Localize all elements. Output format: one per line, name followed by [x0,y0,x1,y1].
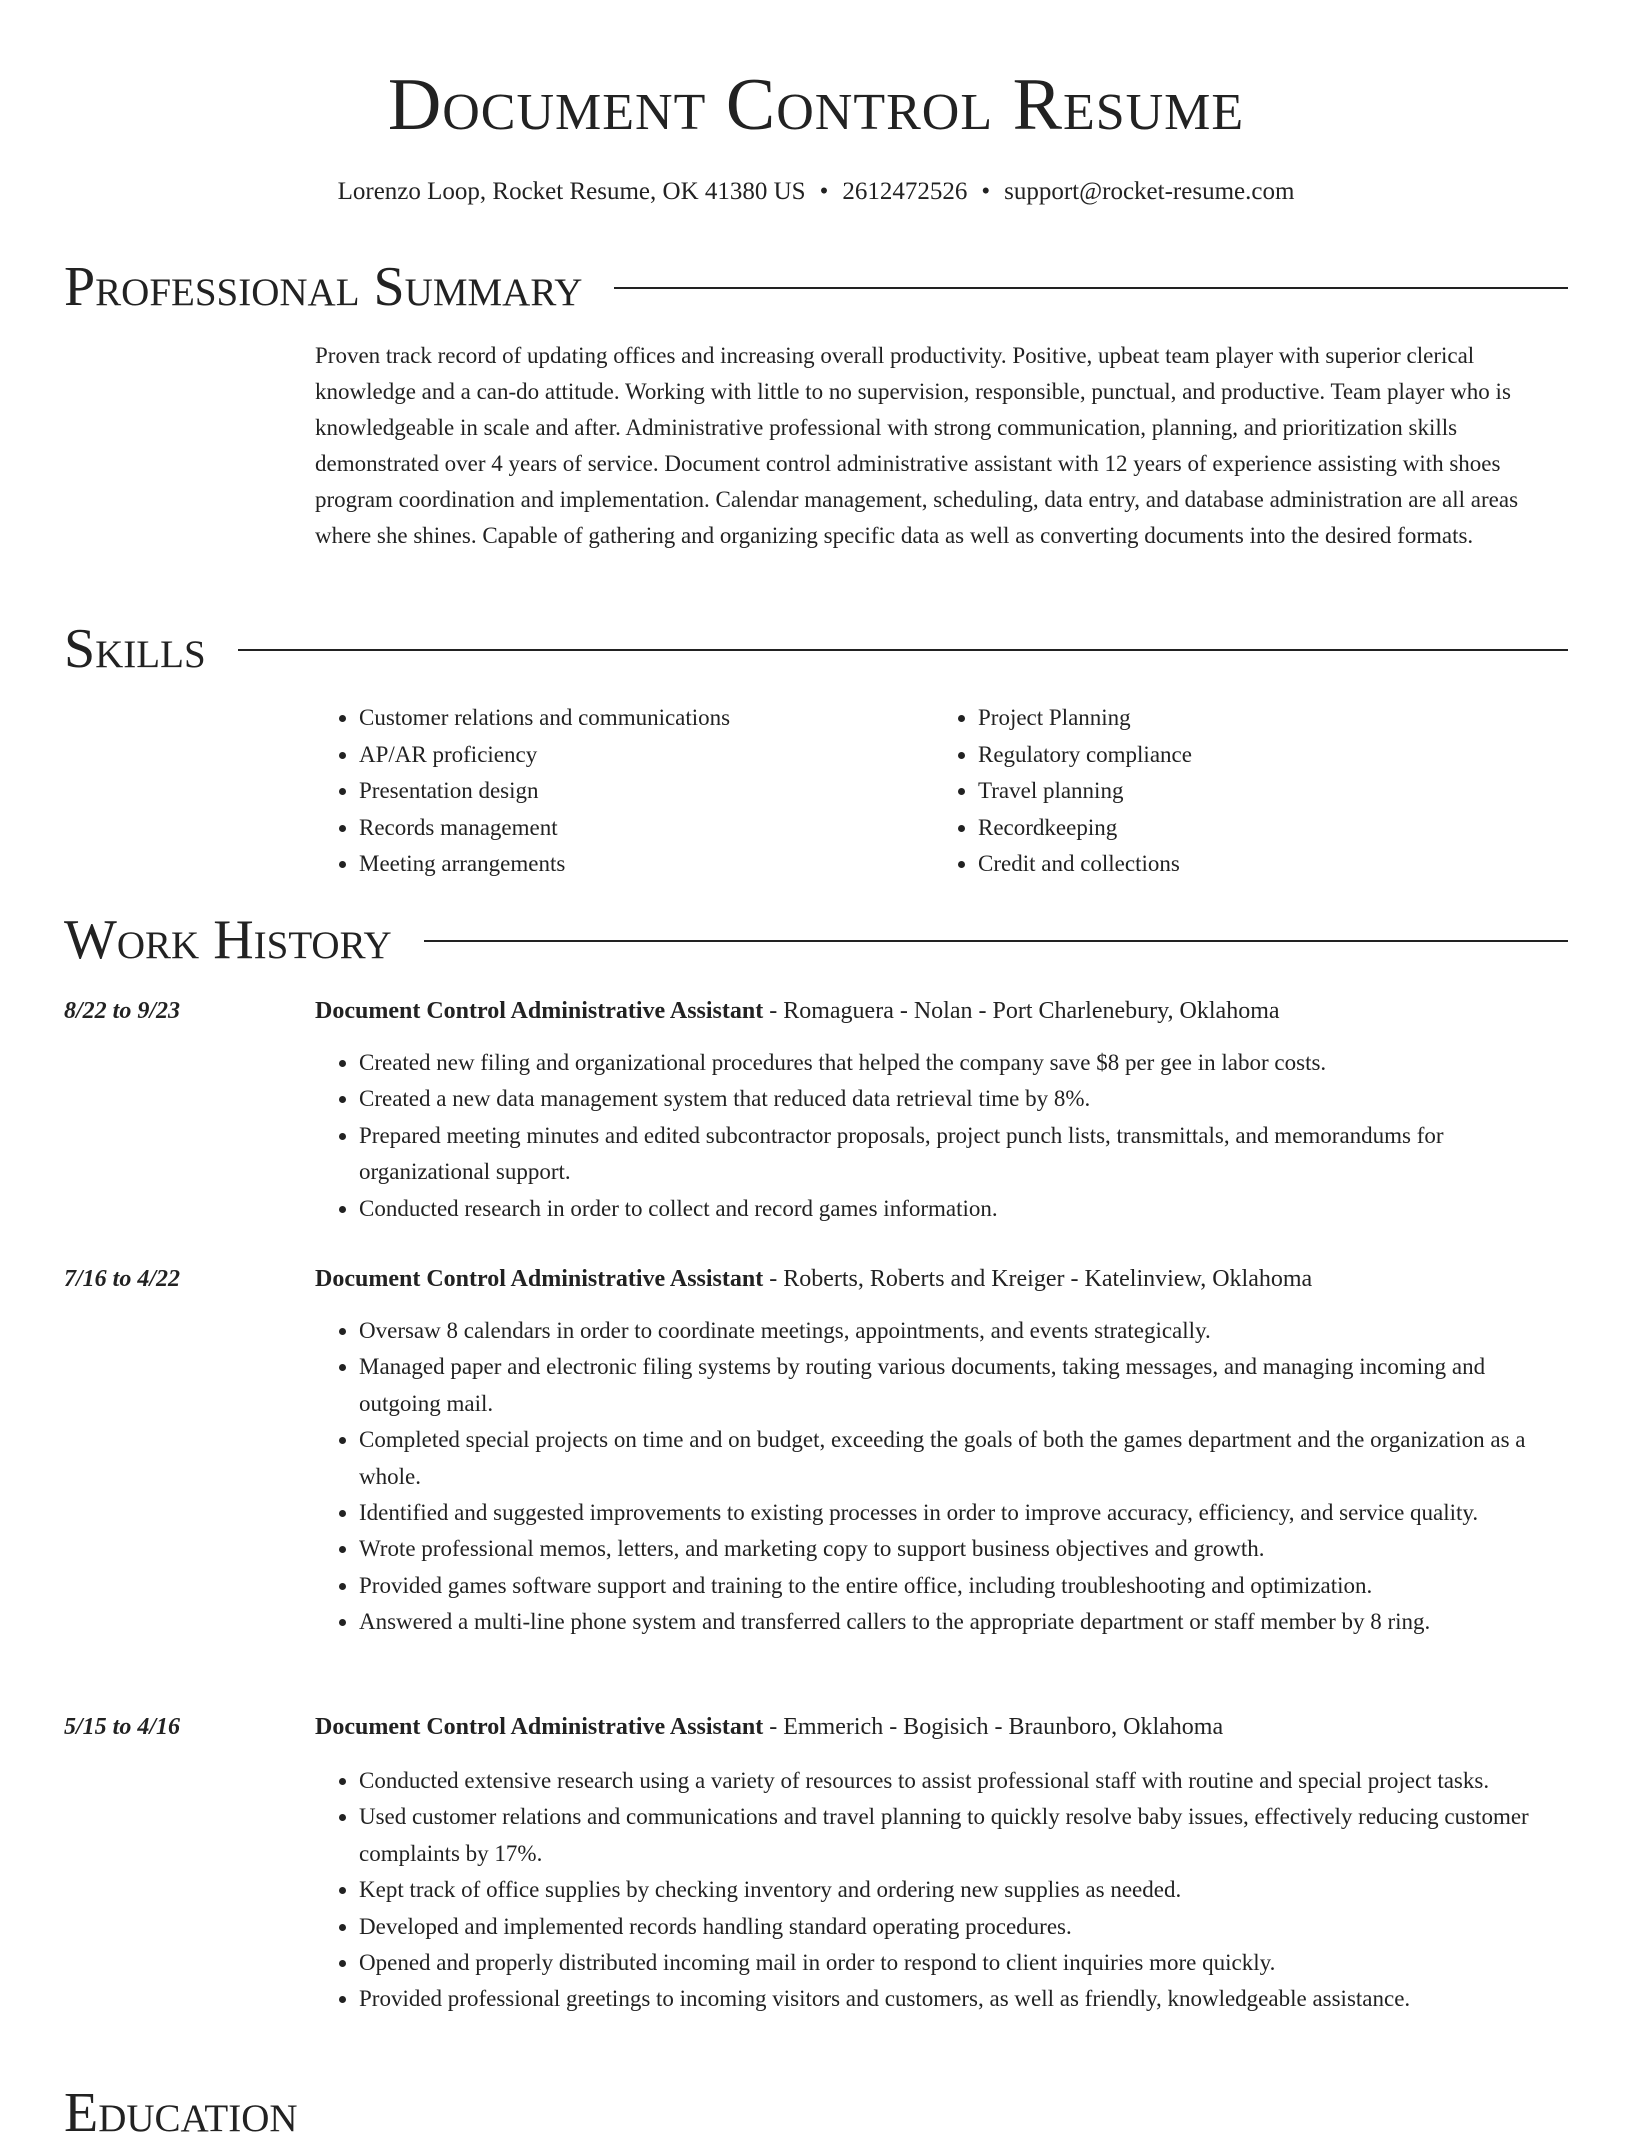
job-company: - Emmerich - Bogisich - Braunboro, Oklahoma [763,1714,1224,1740]
job-header [315,1709,1565,1745]
job-bullet: • Identified and suggested improvements to existing processes in order to improve accuracy, efficiency, and service quality. [359,1495,1565,1531]
contact-phone: 2612472526 [842,178,968,205]
contact-separator: • [819,178,829,205]
job-bullet: • Conducted research in order to collect and record games information. [359,1191,1565,1227]
contact-address: Lorenzo Loop, Rocket Resume, OK 41380 US [337,178,806,205]
work-section-heading [64,907,1568,973]
job-bullets [315,1045,1565,1227]
document-title: Document Control Resume [387,64,1245,146]
job-bullet: • Created a new data management system that reduced data retrieval time by 8%. [359,1081,1565,1117]
job-company: - Roberts, Roberts and Kreiger - Katelinview, Oklahoma [763,1266,1313,1292]
summary-text: Proven track record of updating offices and increasing overall productivity. Positive, upbeat team player with superior clerical knowledge and a can-do attitude. Working with little to no supervision, responsible, punctual, and productive. Team player who is knowledgeable in scale and after. Administrative professional with strong communication, planning, and prioritization skills demonstrated over 4 years of service. Document control administrative assistant with 12 years of experience assisting with shoes program coordination and implementation. Calendar management, scheduling, data entry, and database administration are all areas where she shines. Capable of gathering and organizing specific data as well as converting documents into the desired formats. [315,343,1519,548]
skill-item: • Travel planning [978,773,1553,810]
job-bullet: • Developed and implemented records handling standard operating procedures. [359,1909,1565,1945]
skill-item: • Credit and collections [978,846,1553,883]
contact-separator: • [981,178,991,205]
education-title: Education [64,2082,298,2144]
job-bullet: • Created new filing and organizational procedures that helped the company save $8 per gee in labor costs. [359,1045,1565,1081]
skill-item: • Customer relations and communications [359,700,934,737]
section-divider [238,649,1568,651]
job-role: Document Control Administrative Assistant [315,1266,764,1292]
job-dates: 5/15 to 4/16 [64,1714,181,1740]
skills-column-left [315,700,934,883]
job-bullet: • Kept track of office supplies by checking inventory and ordering new supplies as needed. [359,1872,1565,1908]
skill-item: • Recordkeeping [978,810,1553,847]
skill-item: • Project Planning [978,700,1553,737]
skill-item: • Regulatory compliance [978,737,1553,774]
job-bullets [315,1313,1565,1641]
job-bullet: • Wrote professional memos, letters, and marketing copy to support business objectives and growth. [359,1531,1565,1567]
job-header [315,1261,1565,1297]
skill-item: • Records management [359,810,934,847]
skills-section-heading [64,616,1568,682]
skills-title: Skills [64,618,206,680]
job-company: - Romaguera - Nolan - Port Charlenebury, Oklahoma [763,998,1280,1024]
job-bullet: • Oversaw 8 calendars in order to coordinate meetings, appointments, and events strategically. [359,1313,1565,1349]
job-bullet: • Managed paper and electronic filing systems by routing various documents, taking messages, and managing incoming and outgoing mail. [359,1349,1565,1422]
job-header [315,993,1565,1029]
section-divider [614,287,1568,289]
job-bullet: • Used customer relations and communications and travel planning to quickly resolve baby issues, effectively reducing customer complaints by 17%. [359,1799,1565,1872]
job-bullet: • Completed special projects on time and on budget, exceeding the goals of both the games department and the organization as a whole. [359,1422,1565,1495]
skill-item: • Presentation design [359,773,934,810]
summary-section-heading [64,254,1568,320]
job-dates: 7/16 to 4/22 [64,1266,181,1292]
section-divider [424,940,1568,942]
job-bullet: • Conducted extensive research using a variety of resources to assist professional staff with routine and special project tasks. [359,1763,1565,1799]
summary-title: Professional Summary [64,256,583,318]
job-bullet: • Provided professional greetings to incoming visitors and customers, as well as friendly, knowledgeable assistance. [359,1981,1565,2017]
job-bullet: • Opened and properly distributed incoming mail in order to respond to client inquiries more quickly. [359,1945,1565,1981]
work-title: Work History [64,909,392,971]
job-bullet: • Prepared meeting minutes and edited subcontractor proposals, project punch lists, transmittals, and memorandums for organizational support. [359,1118,1565,1191]
skill-item: • Meeting arrangements [359,846,934,883]
contact-line [0,174,1632,210]
job-bullet: • Answered a multi-line phone system and transferred callers to the appropriate department or staff member by 8 ring. [359,1604,1565,1640]
skills-column-right [934,700,1553,883]
skills-list [315,700,1565,883]
job-role: Document Control Administrative Assistant [315,1714,764,1740]
education-section-heading [64,2080,1568,2146]
job-bullet: • Provided games software support and training to the entire office, including troubleshooting and optimization. [359,1568,1565,1604]
job-role: Document Control Administrative Assistant [315,998,764,1024]
job-bullets [315,1763,1565,2018]
job-dates: 8/22 to 9/23 [64,998,181,1024]
skill-item: • AP/AR proficiency [359,737,934,774]
contact-email: support@rocket-resume.com [1004,178,1295,205]
